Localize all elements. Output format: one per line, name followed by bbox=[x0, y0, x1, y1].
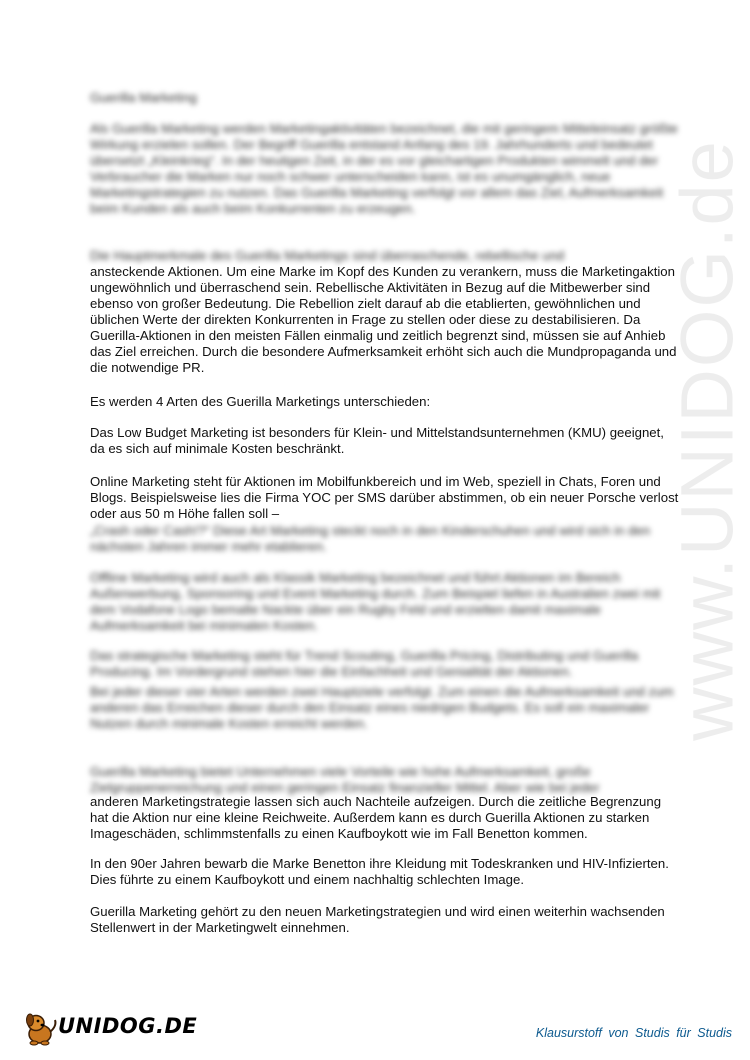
paragraph-advantages: Guerilla Marketing bietet Unternehmen viele Vorteile wie hohe Aufmerksamkeit, große Zielgruppenerreichung und einen geringen Einsatz finanzieller Mittel. Aber wie bei jeder bbox=[90, 764, 600, 795]
paragraph-benetton: In den 90er Jahren bewarb die Marke Benetton ihre Kleidung mit Todeskranken und HIV-Infizierten. Dies führte zu einem Kaufboykott und einem nachhaltig schlechten Image. bbox=[90, 856, 669, 887]
paragraph-intro: Als Guerilla Marketing werden Marketingaktivitäten bezeichnet, die mit geringem Mitteleinsatz größte Wirkung erzielen sollen. Der Begriff Guerilla entstand Anfang des 19. Jahrhunderts und bedeutet übersetzt „Kleinkrieg“. In der heutigen Zeit, in der es vor gleichartigen Produkten wimmelt und der Verbraucher die Marken nur noch schwer unterscheiden kann, ist es unumgänglich, neue Marketingstrategien zu nutzen. Das Guerilla Marketing verfolgt vor allem das Ziel, Aufmerksamkeit beim Kunden als auch beim Konkurrenten zu erzeugen. bbox=[90, 121, 678, 216]
paragraph-online: Online Marketing steht für Aktionen im Mobilfunkbereich und im Web, speziell in Chats, Foren und Blogs. Beispielsweise lies die Firma YOC per SMS darüber abstimmen, ob ein neuer Porsche verlost oder aus 50 m Höhe fallen soll – bbox=[90, 474, 679, 521]
document-title: Guerilla Marketing bbox=[90, 90, 198, 105]
paragraph-features: ansteckende Aktionen. Um eine Marke im Kopf des Kunden zu verankern, muss die Marketingaktion ungewöhnlich und überraschend sein. Rebellische Aktivitäten in Bezug auf die Mitbewerber sind ebenso von großer Bedeutung. Die Rebellion zielt darauf ab die etablierten, gewöhnlichen und üblichen Werte der direkten Konkurrenten in Frage zu stellen oder diese zu destabilisieren. Da Guerilla-Aktionen in den meisten Fällen einmalig und zeitlich begrenzt sind, müssen sie auf Anhieb das Ziel erreichen. Durch die besondere Aufmerksamkeit erhöht sich auch die Mundpropaganda und die notwendige PR. bbox=[90, 264, 677, 375]
paragraph-online-continued: „Crash oder Cash!?“ Diese Art Marketing steckt noch in den Kinderschuhen und wird sich in den nächsten Jahren immer mehr etablieren. bbox=[90, 523, 651, 554]
dog-icon bbox=[22, 1010, 60, 1046]
paragraph-low-budget: Das Low Budget Marketing ist besonders für Klein- und Mittelstandsunternehmen (KMU) geeignet, da es sich auf minimale Kosten beschränkt. bbox=[90, 425, 664, 456]
paragraph-conclusion: Guerilla Marketing gehört zu den neuen Marketingstrategien und wird einen weiterhin wachsenden Stellenwert in der Marketingwelt einnehmen. bbox=[90, 904, 665, 935]
paragraph-types-heading: Es werden 4 Arten des Guerilla Marketings unterschieden: bbox=[90, 394, 431, 409]
paragraph-features-start: Die Hauptmerkmale des Guerilla Marketings sind überraschende, rebellische und bbox=[90, 248, 565, 263]
paragraph-disadvantages: anderen Marketingstrategie lassen sich auch Nachteile aufzeigen. Durch die zeitliche Begrenzung hat die Aktion nur eine kleine Reichweite. Außerdem kann es durch Guerilla Aktionen zu starken Imageschäden, schlimmstenfalls zu einen Kaufboykott wie im Fall Benetton kommen. bbox=[90, 794, 662, 841]
logo-text: UNIDOG.DE bbox=[58, 1014, 198, 1038]
paragraph-strategic: Das strategische Marketing steht für Trend Scouting, Guerilla Pricing, Distributing und Guerilla Producing. Im Vordergrund stehen hier die Einfachheit und Genialität der Aktionen. bbox=[90, 648, 639, 679]
unidog-logo bbox=[22, 1010, 198, 1050]
footer-tagline: Klausurstoff von Studis für Studis bbox=[535, 1026, 732, 1040]
watermark: www.UNIDOG.de bbox=[665, 139, 749, 741]
paragraph-offline: Offline Marketing wird auch als Klassik Marketing bezeichnet und führt Aktionen im Bereich Außenwerbung, Sponsoring und Event Marketing durch. Zum Beispiel liefen in Australien zwei mit dem Vodafone Logo bemalte Nackte über ein Rugby Feld und erzielten damit maximale Aufmerksamkeit bei minimalen Kosten. bbox=[90, 570, 661, 633]
paragraph-goals: Bei jeder dieser vier Arten werden zwei Hauptziele verfolgt. Zum einen die Aufmerksamkeit und zum anderen das Erreichen dieser durch den Einsatz eines niedrigen Budgets. Es soll ein maximaler Nutzen durch minimale Kosten erreicht werden. bbox=[90, 684, 674, 731]
